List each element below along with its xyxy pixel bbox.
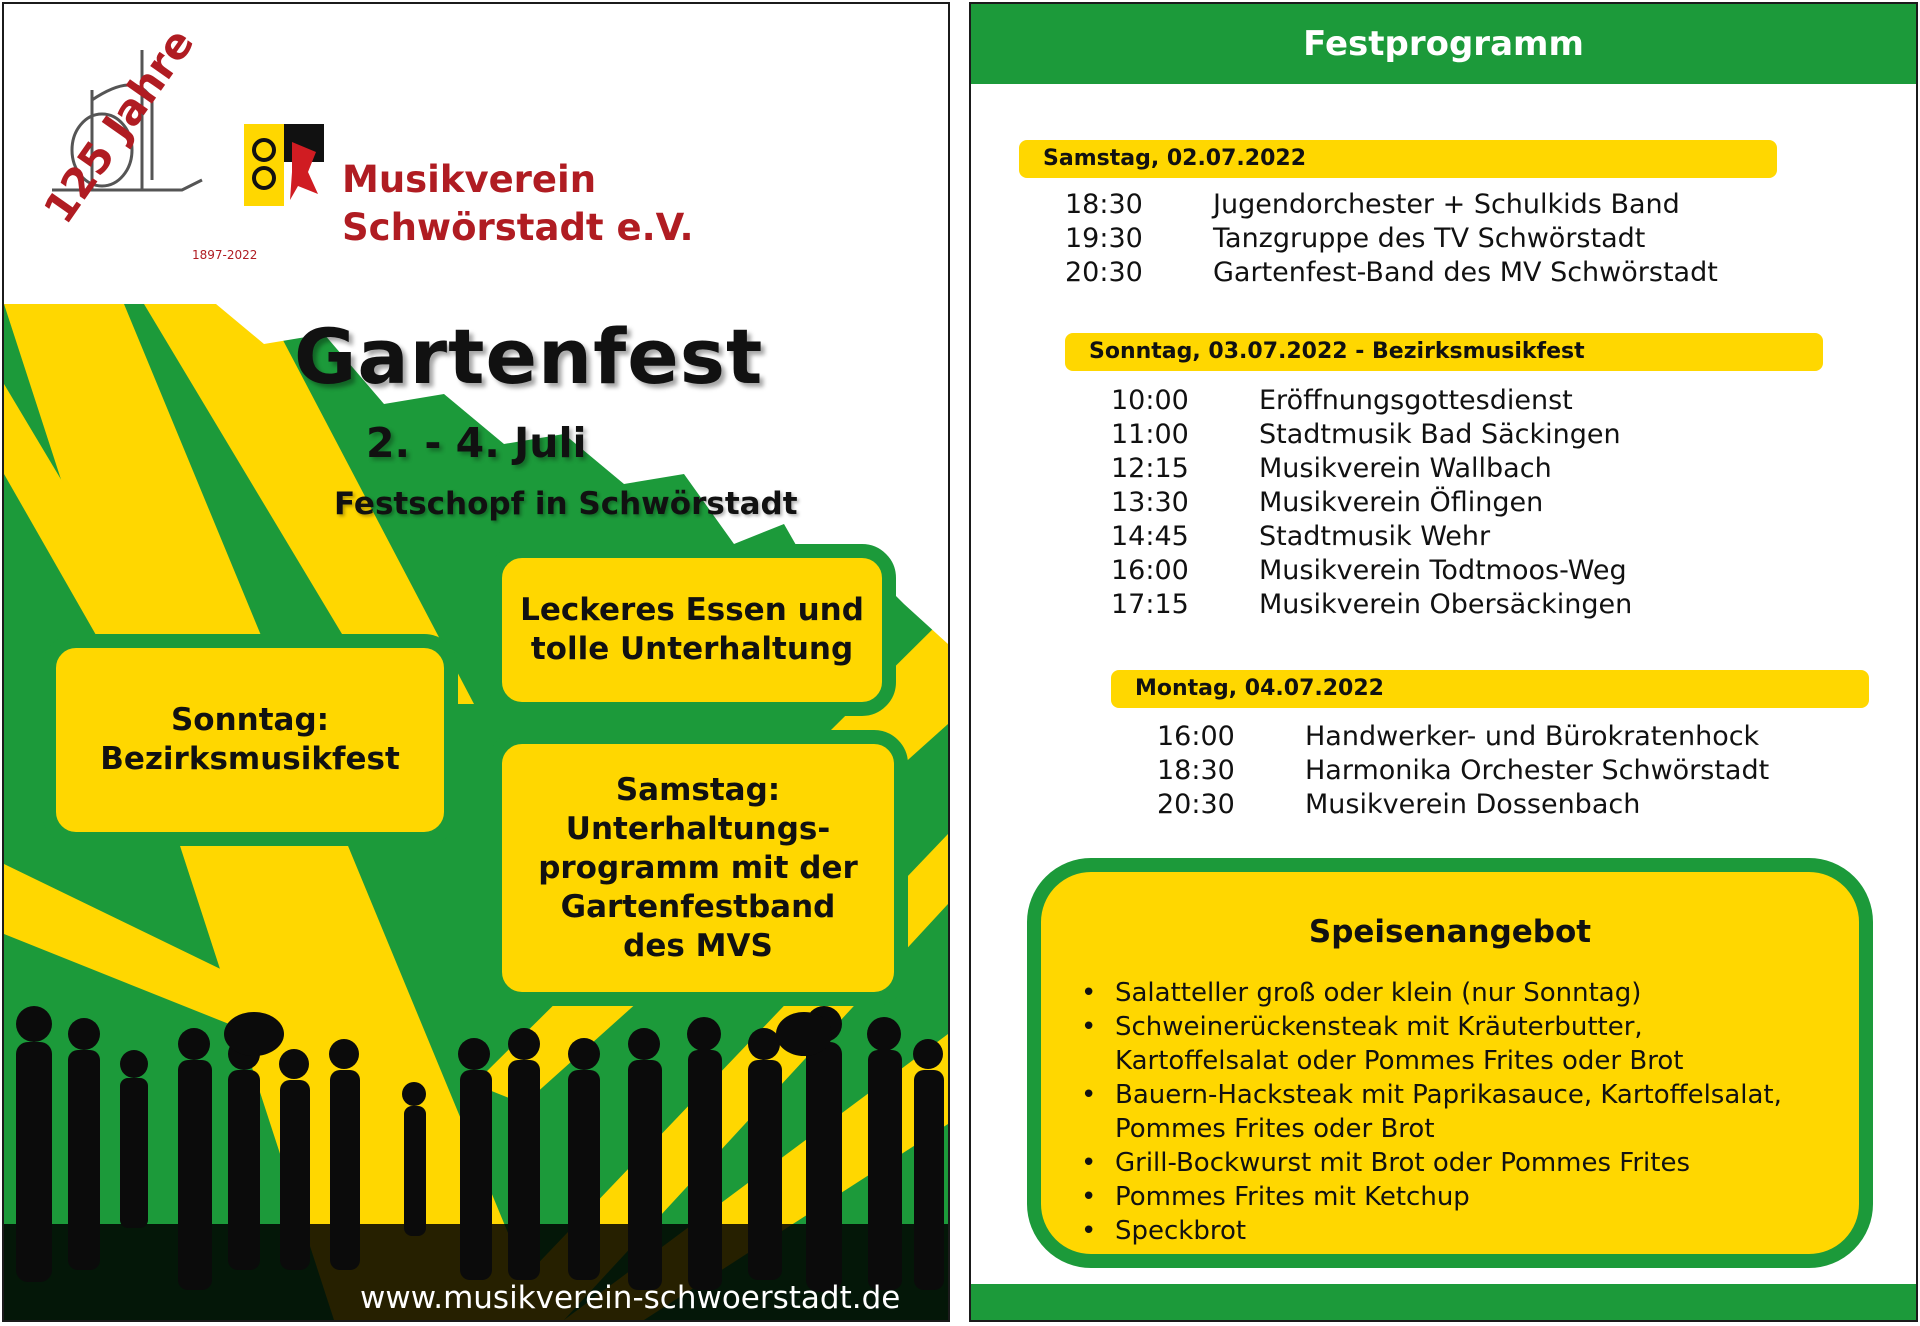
coat-of-arms-icon [242,122,326,208]
flyer-program [969,2,1918,1322]
day-bar-saturday: Samstag, 02.07.2022 [1019,140,1777,178]
schedule-row [1065,188,1718,222]
event-name: Handwerker- und Bürokratenhock [1305,721,1760,752]
event-time: 18:30 [1065,189,1143,220]
food-item-text: Grill-Bockwurst mit Brot oder Pommes Frites [1115,1148,1691,1178]
day-bar-sunday: Sonntag, 03.07.2022 - Bezirksmusikfest [1065,333,1823,371]
event-time: 12:15 [1111,453,1189,484]
event-time: 11:00 [1111,419,1189,450]
food-item-text: Bauern-Hacksteak mit Paprikasauce, Kartoffelsalat, Pommes Frites oder Brot [1115,1080,1782,1144]
event-time: 17:15 [1111,589,1189,620]
food-item [1081,1146,1782,1180]
bubble-food [488,544,896,716]
bubble-sunday-text: Sonntag: Bezirksmusikfest [100,702,400,777]
food-item [1081,1214,1782,1248]
event-name: Musikverein Todtmoos-Weg [1259,555,1627,586]
event-time: 16:00 [1157,721,1235,752]
event-time: 18:30 [1157,755,1235,786]
food-item [1081,1180,1782,1214]
event-time: 14:45 [1111,521,1189,552]
event-name: Harmonika Orchester Schwörstadt [1305,755,1770,786]
event-name: Musikverein Dossenbach [1305,789,1641,820]
food-item-text: Salatteller groß oder klein (nur Sonntag) [1115,978,1642,1008]
schedule-row [1157,754,1769,788]
event-time: 20:30 [1065,257,1143,288]
event-time: 10:00 [1111,385,1189,416]
food-item-text: Speckbrot [1115,1216,1247,1246]
event-time: 19:30 [1065,223,1143,254]
bubble-saturday-text: Samstag: Unterhaltungs- programm mit der Gartenfestband des MVS [538,771,858,964]
event-time: 13:30 [1111,487,1189,518]
event-name: Musikverein Wallbach [1259,453,1552,484]
food-menu-list [1081,976,1782,1248]
program-title: Festprogramm [1303,24,1584,64]
schedule-row [1065,256,1718,290]
organization-name [342,156,694,252]
food-item-text: Schweinerückensteak mit Kräuterbutter, Kartoffelsalat oder Pommes Frites oder Brot [1115,1012,1684,1076]
bubble-food-text: Leckeres Essen und tolle Unterhaltung [520,592,864,667]
schedule-row [1111,452,1632,486]
schedule-row [1111,554,1632,588]
event-name: Eröffnungsgottesdienst [1259,385,1573,416]
website-url: www.musikverein-schwoerstadt.de [360,1280,901,1316]
org-name-line2: Schwörstadt e.V. [342,206,694,249]
food-item [1081,1010,1782,1078]
bubble-sunday [42,634,458,846]
schedule-monday [1157,720,1769,822]
event-time: 16:00 [1111,555,1189,586]
event-name: Musikverein Obersäckingen [1259,589,1633,620]
food-item [1081,976,1782,1010]
day-bar-monday: Montag, 04.07.2022 [1111,670,1869,708]
event-name: Musikverein Öflingen [1259,487,1544,518]
bubble-saturday [488,730,908,1006]
schedule-row [1157,788,1769,822]
event-location: Festschopf in Schwörstadt [334,486,798,522]
event-name: Jugendorchester + Schulkids Band [1213,189,1680,220]
schedule-sunday [1111,384,1632,622]
food-menu-title: Speisenangebot [1308,914,1592,950]
org-name-line1: Musikverein [342,158,597,201]
event-title: Gartenfest [294,312,764,401]
event-name: Gartenfest-Band des MV Schwörstadt [1213,257,1718,288]
band-silhouette [4,994,948,1310]
event-name: Stadtmusik Bad Säckingen [1259,419,1621,450]
event-time: 20:30 [1157,789,1235,820]
event-name: Stadtmusik Wehr [1259,521,1491,552]
food-item [1081,1078,1782,1146]
schedule-row [1111,384,1632,418]
footer-bar [971,1284,1916,1320]
food-menu-box [1027,858,1873,1268]
anniversary-label: 125 Jahre [34,19,204,233]
flyer-front [2,2,950,1322]
event-dates: 2. - 4. Juli [366,419,587,467]
food-item-text: Pommes Frites mit Ketchup [1115,1182,1470,1212]
schedule-row [1111,588,1632,622]
schedule-row [1111,486,1632,520]
year-range: 1897-2022 [192,248,258,262]
schedule-saturday [1065,188,1718,290]
schedule-row [1157,720,1769,754]
event-name: Tanzgruppe des TV Schwörstadt [1213,223,1646,254]
schedule-row [1111,520,1632,554]
schedule-row [1065,222,1718,256]
schedule-row [1111,418,1632,452]
header-bar [971,4,1916,84]
